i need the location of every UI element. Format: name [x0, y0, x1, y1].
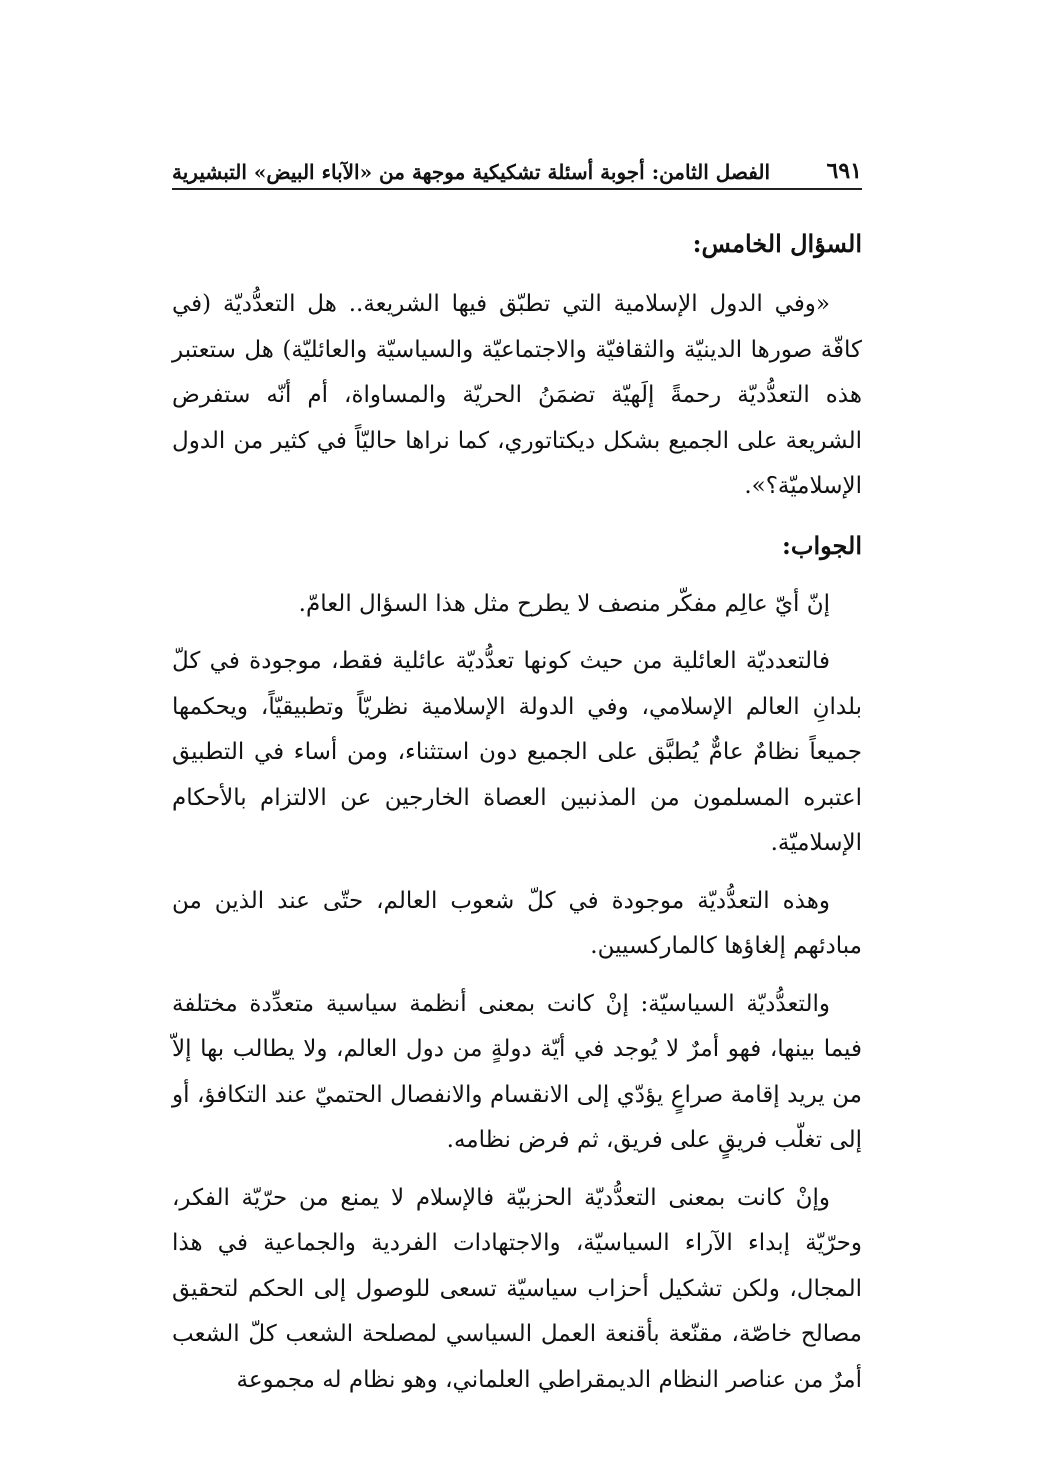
- running-header: [172, 152, 862, 184]
- question-heading: السؤال الخامس:: [692, 229, 862, 258]
- chapter-title: الفصل الثامن: أجوبة أسئلة تشكيكية موجهة من «الآباء البيض» التبشيرية: [172, 160, 771, 184]
- answer-heading: الجواب:: [782, 530, 862, 560]
- answer-paragraph: إنّ أيّ عالِم مفكّر منصف لا يطرح مثل هذا السؤال العامّ.: [298, 590, 830, 617]
- answer-paragraph: فالتعدديّة العائلية من حيث كونها تعدُّديّة عائلية فقط، موجودة في كلّ بلدانِ العالم الإسلامي، وفي الدولة الإسلامية نظريّاً وتطبيقيّاً، ويحكمها جميعاً نظامٌ عامٌّ يُطبَّق على الجميع دون استثناء، ومن أساء في التطبيق اعتبره المسلمون من المذنبين العصاة الخارجين عن الالتزام بالأحكام الإسلاميّة.: [172, 648, 862, 856]
- answer-paragraph: والتعدُّديّة السياسيّة: إنْ كانت بمعنى أنظمة سياسية متعدِّدة مختلفة فيما بينها، فهو أمرٌ لا يُوجد في أيّة دولةٍ من دول العالم، ولا يطالب بها إلاّ من يريد إقامة صراعٍ يؤدّي إلى الانقسام والانفصال الحتميّ عند التكافؤ، أو إلى تغلّب فريقٍ على فريق، ثم فرض نظامه.: [172, 990, 862, 1153]
- answer-paragraph: وهذه التعدُّديّة موجودة في كلّ شعوب العالم، حتّى عند الذين من مبادئهم إلغاؤها كالماركسيين.: [172, 887, 862, 959]
- page-body: [172, 222, 862, 1415]
- question-text: «وفي الدول الإسلامية التي تطبّق فيها الشريعة.. هل التعدُّديّة (في كافّة صورها الدينيّة والثقافيّة والاجتماعيّة والسياسيّة والعائليّة) هل ستعتبر هذه التعدُّديّة رحمةً إلَهيّة تضمَنُ الحريّة والمساواة، أم أنّه ستفرض الشريعة على الجميع بشكل ديكتاتوري، كما نراها حاليّاً في كثير من الدول الإسلاميّة؟».: [172, 291, 862, 499]
- answer-paragraph: وإنْ كانت بمعنى التعدُّديّة الحزبيّة فالإسلام لا يمنع من حرّيّة الفكر، وحرّيّة إبداء الآراء السياسيّة، والاجتهادات الفردية والجماعية في هذا المجال، ولكن تشكيل أحزاب سياسيّة تسعى للوصول إلى الحكم لتحقيق مصالح خاصّة، مقنّعة بأقنعة العمل السياسي لمصلحة الشعب كلّ الشعب أمرٌ من عناصر النظام الديمقراطي العلماني، وهو نظام له مجموعة: [172, 1184, 862, 1393]
- header-divider: [172, 188, 862, 190]
- page-number: ٦٩١: [826, 158, 862, 184]
